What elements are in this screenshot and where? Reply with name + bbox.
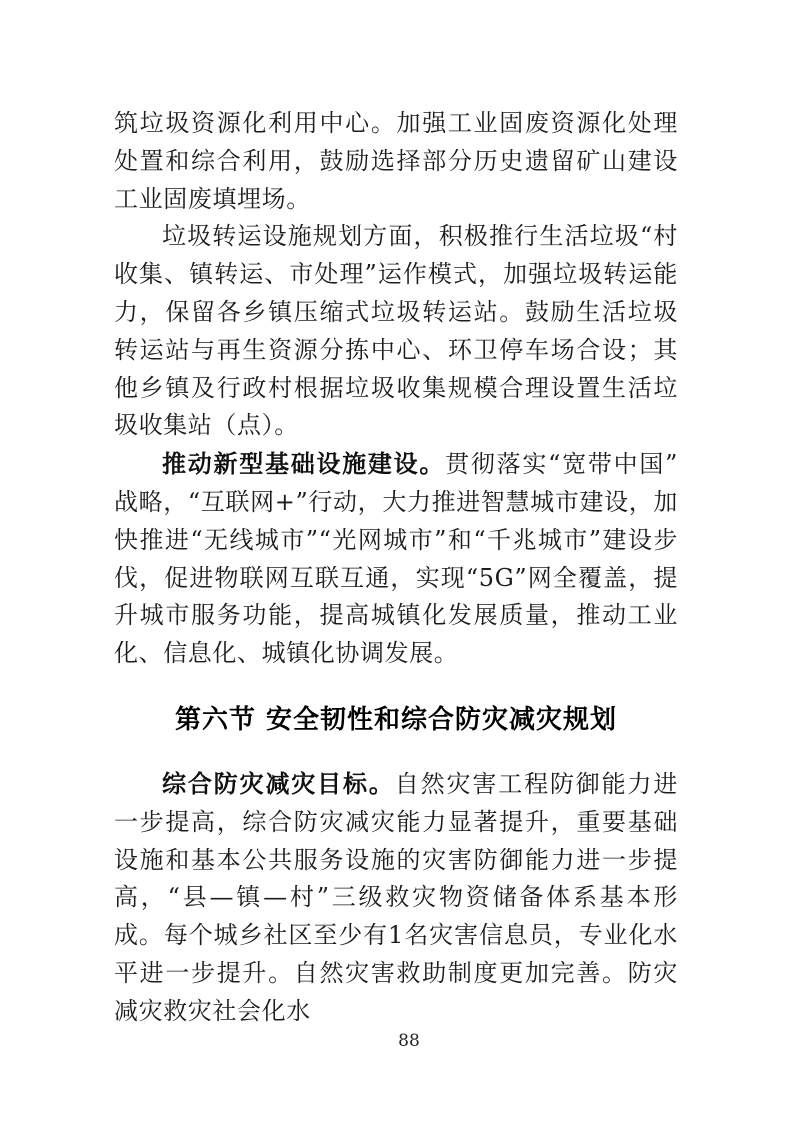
paragraph-new-infrastructure [114,445,678,673]
paragraph-new-infrastructure-bold-lead: 推动新型基础设施建设。 [162,449,446,479]
paragraph-new-infrastructure-text: 贯彻落实“宽带中国”战略，“互联网+”行动，大力推进智慧城市建设，加快推进“无线城市”“光网城市”和“千兆城市”建设步伐，促进物联网互联互通，实现“5G”网全覆盖，提升城市服务功能，提高城镇化发展质量，推动工业化、信息化、城镇化协调发展。 [114,450,678,668]
page-number: 88 [398,1031,420,1051]
paragraph-waste-transfer-facilities: 垃圾转运设施规划方面，积极推行生活垃圾“村收集、镇转运、市处理”运作模式，加强垃圾转运能力，保留各乡镇压缩式垃圾转运站。鼓励生活垃圾转运站与再生资源分拣中心、环卫停车场合设；其他乡镇及行政村根据垃圾收集规模合理设置生活垃圾收集站（点）。 [114,222,678,440]
paragraph-disaster-prevention-bold-lead: 综合防灾减灾目标。 [162,768,395,798]
paragraph-waste-utilization-continuation: 筑垃圾资源化利用中心。加强工业固废资源化处理处置和综合利用，鼓励选择部分历史遗留矿山建设工业固废填埋场。 [114,109,678,213]
section-heading: 第六节 安全韧性和综合防灾减灾规划 [174,704,618,735]
paragraph-disaster-prevention-text: 自然灾害工程防御能力进一步提高，综合防灾减灾能力显著提升，重要基础设施和基本公共服务设施的灾害防御能力进一步提高，“县—镇—村”三级救灾物资储备体系基本形成。每个城乡社区至少有1名灾害信息员，专业化水平进一步提升。自然灾害救助制度更加完善。防灾减灾救灾社会化水 [114,769,678,1025]
paragraph-disaster-prevention-goals [114,765,678,1031]
page-body [114,105,678,1031]
